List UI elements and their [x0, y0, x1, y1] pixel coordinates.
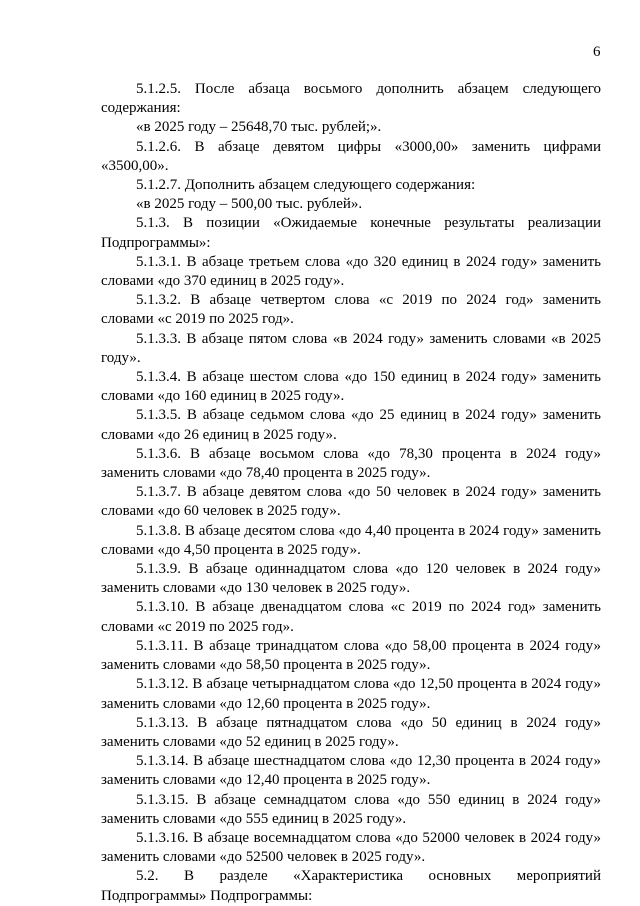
paragraph-5-1-3-3: 5.1.3.3. В абзаце пятом слова «в 2024 году» заменить словами «в 2025 году». — [101, 330, 601, 366]
page-number: 6 — [593, 44, 601, 60]
paragraph-quote-2025-amount: «в 2025 году – 25648,70 тыс. рублей;». — [136, 119, 382, 136]
paragraph-5-1-3-13: 5.1.3.13. В абзаце пятнадцатом слова «до 50 единиц в 2024 году» заменить словами «до 52 единиц в 2025 году». — [101, 714, 601, 750]
paragraph-5-1-3: 5.1.3. В позиции «Ожидаемые конечные результаты реализации Подпрограммы»: — [101, 215, 601, 251]
paragraph-5-1-3-5: 5.1.3.5. В абзаце седьмом слова «до 25 единиц в 2024 году» заменить словами «до 26 единиц в 2025 году». — [101, 407, 601, 443]
paragraph-5-1-3-7: 5.1.3.7. В абзаце девятом слова «до 50 человек в 2024 году» заменить словами «до 60 человек в 2025 году». — [101, 484, 601, 520]
paragraph-5-1-3-1: 5.1.3.1. В абзаце третьем слова «до 320 единиц в 2024 году» заменить словами «до 370 единиц в 2025 году». — [101, 253, 601, 290]
paragraph-5-1-3-11: 5.1.3.11. В абзаце тринадцатом слова «до 58,00 процента в 2024 году» заменить словами «до 58,50 процента в 2025 году». — [101, 637, 601, 674]
paragraph-5-1-3-10: 5.1.3.10. В абзаце двенадцатом слова «с 2019 по 2024 год» заменить словами «с 2019 по 2025 год». — [101, 599, 601, 635]
paragraph-quote-2025-500: «в 2025 году – 500,00 тыс. рублей». — [136, 196, 363, 213]
paragraph-5-1-3-6: 5.1.3.6. В абзаце восьмом слова «до 78,30 процента в 2024 году» заменить словами «до 78,40 процента в 2025 году». — [101, 445, 601, 482]
paragraph-5-1-2-7: 5.1.2.7. Дополнить абзацем следующего содержания: — [136, 177, 476, 194]
paragraph-5-1-3-12: 5.1.3.12. В абзаце четырнадцатом слова «до 12,50 процента в 2024 году» заменить словами «до 12,60 процента в 2025 году». — [101, 676, 601, 712]
paragraph-5-1-3-15: 5.1.3.15. В абзаце семнадцатом слова «до 550 единиц в 2024 году» заменить словами «до 555 единиц в 2025 году». — [101, 791, 601, 827]
document-body — [101, 80, 601, 906]
paragraph-5-2: 5.2. В разделе «Характеристика основных мероприятий Подпрограммы» Подпрограммы: — [101, 868, 601, 904]
paragraph-5-1-3-9: 5.1.3.9. В абзаце одиннадцатом слова «до 120 человек в 2024 году» заменить словами «до 130 человек в 2025 году». — [101, 561, 601, 597]
paragraph-5-1-2-6: 5.1.2.6. В абзаце девятом цифры «3000,00» заменить цифрами «3500,00». — [101, 138, 601, 174]
paragraph-5-1-3-16: 5.1.3.16. В абзаце восемнадцатом слова «до 52000 человек в 2024 году» заменить словами «до 52500 человек в 2025 году». — [101, 829, 601, 866]
paragraph-5-1-3-4: 5.1.3.4. В абзаце шестом слова «до 150 единиц в 2024 году» заменить словами «до 160 единиц в 2025 году». — [101, 369, 601, 405]
paragraph-5-1-3-2: 5.1.3.2. В абзаце четвертом слова «с 2019 по 2024 год» заменить словами «с 2019 по 2025 год». — [101, 292, 601, 328]
paragraph-5-1-3-8: 5.1.3.8. В абзаце десятом слова «до 4,40 процента в 2024 году» заменить словами «до 4,50 процента в 2025 году». — [101, 522, 601, 558]
paragraph-5-1-2-5: 5.1.2.5. После абзаца восьмого дополнить абзацем следующего содержания: — [101, 81, 601, 117]
paragraph-5-1-3-14: 5.1.3.14. В абзаце шестнадцатом слова «до 12,30 процента в 2024 году» заменить словами «до 12,40 процента в 2025 году». — [101, 753, 601, 789]
